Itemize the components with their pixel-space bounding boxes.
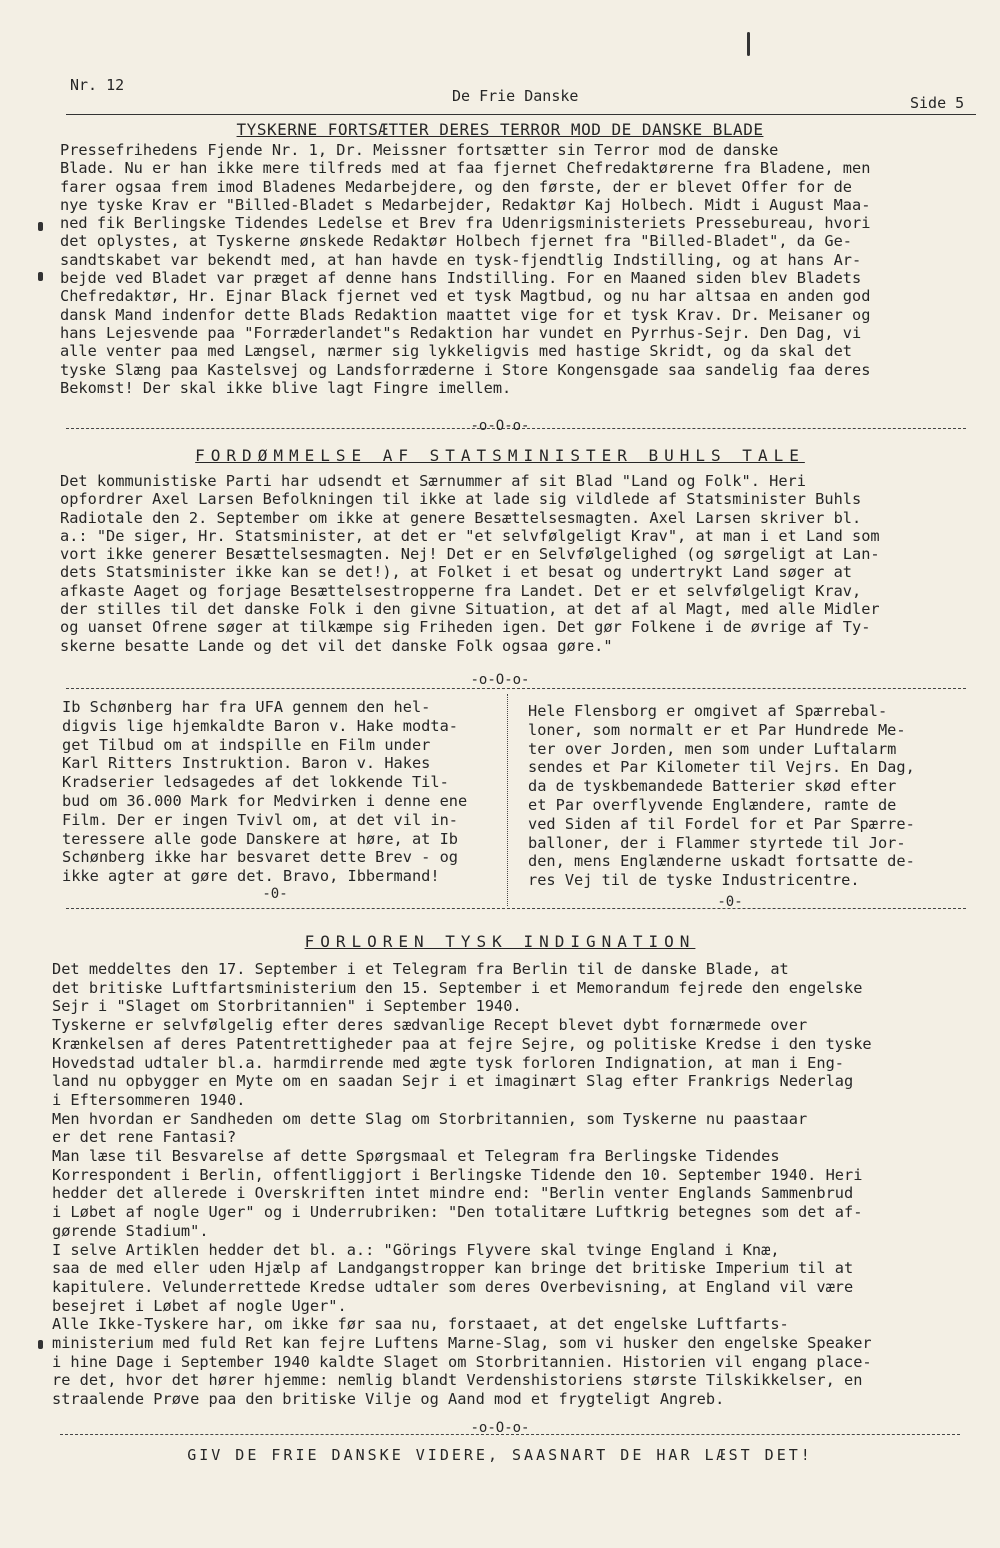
article2-divider — [66, 688, 966, 689]
margin-mark — [747, 32, 750, 56]
article3-separator: -o-O-o- — [470, 1420, 530, 1436]
article1-title: TYSKERNE FORTSÆTTER DERES TERROR MOD DE DANSKE BLADE — [236, 120, 764, 139]
article1-body: Pressefrihedens Fjende Nr. 1, Dr. Meissner fortsætter sin Terror mod de danske Blade. Nu er han ikke mere tilfreds med at faa fjernet Chefredaktørerne fra Bladene, men farer ogsaa frem imod Bladenes Medarbejdere, og den første, der er blevet Offer for de nye tyske Krav er "Billed-Bladet s Medarbejder, Redaktør Kaj Holbech. Midt i August Maa- ned fik Berlingske Tidendes Ledelse et Brev fra Udenrigsministeriets Pressebureau, hvori det oplystes, at Tyskerne ønskede Redaktør Holbech fjernet fra "Billed-Bladet", da Ge- sandtskabet var bekendt med, at han havde en tysk-fjendtlig Indstilling, og at hans Ar- bejde ved Bladet var præget af denne hans Indstilling. For en Maaned siden blev Bladets Chefredaktør, Hr. Ejnar Black fjernet ved et tysk Magtbud, og nu har altsaa en anden god dansk Mand indenfor dette Blads Redaktion maattet vige for et tysk Krav. Dr. Meisaner og hans Lejesvende paa "Forræderlandet"s Redaktion har vundet en Pyrrhus-Sejr. Den Dag, vi alle venter paa med Længsel, nærmer sig lykkeligvis med hastige Skridt, og da skal det tyske Slæng paa Kastelsvej og Landsforræderne i Store Kongensgade saa sandelig faa deres Bekomst! Der skal ikke blive lagt Fingre imellem. — [60, 141, 871, 397]
margin-mark — [38, 1340, 43, 1349]
page-number: Side 5 — [910, 94, 965, 112]
header-rule — [66, 114, 976, 115]
column-divider — [507, 694, 508, 906]
paper-title: De Frie Danske — [452, 87, 579, 105]
footer-slogan: GIV DE FRIE DANSKE VIDERE, SAASNART DE HAR LÆST DET! — [187, 1446, 813, 1464]
columns-divider — [66, 908, 966, 909]
right-column-separator: -0- — [717, 894, 743, 910]
margin-mark — [38, 222, 43, 231]
margin-mark — [38, 272, 43, 281]
article2-body: Det kommunistiske Parti har udsendt et Særnummer af sit Blad "Land og Folk". Heri opfordrer Axel Larsen Befolkningen til ikke at lade sig vildlede af Statsminister Buhls Radiotale den 2. September om ikke at genere Besættelsesmagten. Axel Larsen skriver bl. a.: "De siger, Hr. Statsminister, at det er "et selvfølgeligt Krav", at man i et Land som vort ikke generer Besættelsesmagten. Nej! Det er en Selvfølgelighed (og sørgeligt at Lan- dets Statsminister ikke kan se det!), at Folket i et besat og undertrykt Land søger at afkaste Aaget og forjage Besættelsestropperne fra Landet. Det er et selvfølgeligt Krav, der stilles til det danske Folk i den givne Situation, at det af al Magt, med alle Midler og uanset Ofrene søger at tilkæmpe sig Friheden igen. Det gør Folkene i de øvrige af Ty- skerne besatte Lande og det vil det danske Folk ogsaa gøre." — [60, 472, 880, 655]
article3-body: Det meddeltes den 17. September i et Telegram fra Berlin til de danske Blade, at det britiske Luftfartsministerium den 15. September i et Memorandum fejrede den engelske Sejr i "Slaget om Storbritannien" i September 1940. Tyskerne er selvfølgelig efter deres sædvanlige Recept blevet dybt fornærmede over Krænkelsen af deres Patentrettigheder paa at fejre Sejre, og politiske Kredse i den tyske Hovedstad udtaler bl.a. harmdirrende med ægte tysk forloren Indignation, at man i Eng- land nu opbygger en Myte om en saadan Sejr i et imaginært Slag efter Frankrigs Nederlag i Eftersommeren 1940. Men hvordan er Sandheden om dette Slag om Storbritannien, som Tyskerne nu paastaar er det rene Fantasi? Man læse til Besvarelse af dette Spørgsmaal et Telegram fra Berlingske Tidendes Korrespondent i Berlin, offentliggjort i Berlingske Tidende den 10. September 1940. Heri hedder det allerede i Overskriften intet mindre end: "Berlin venter Englands Sammenbrud i Løbet af nogle Uger" og i Underrubriken: "Den totalitære Luftkrig betegnes som det af- gørende Stadium". I selve Artiklen hedder det bl. a.: "Görings Flyvere skal tvinge England i Knæ, saa de med eller uden Hjælp af Landgangstropper kan bringe det britiske Imperium til at kapitulere. Velunderrettede Kredse udtaler som deres Overbevisning, at England vil være besejret i Løbet af nogle Uger". Alle Ikke-Tyskere har, om ikke før saa nu, forstaaet, at det engelske Luftfarts- ministerium med fuld Ret kan fejre Luftens Marne-Slag, som vi husker den engelske Speaker i hine Dage i September 1940 kaldte Slaget om Storbritannien. Historien vil engang place- re det, hvor det hører hjemme: nemlig blandt Verdenshistoriens største Tilskikkelser, en straalende Prøve paa den britiske Vilje og Aand mod et frygteligt Angreb. — [52, 960, 872, 1409]
article2-separator: -o-O-o- — [470, 672, 530, 688]
issue-number: Nr. 12 — [70, 76, 125, 94]
left-column-separator: -0- — [262, 886, 288, 902]
article2-title: FORDØMMELSE AF STATSMINISTER BUHLS TALE — [195, 446, 805, 465]
article3-title: FORLOREN TYSK INDIGNATION — [304, 932, 696, 951]
right-column-body: Hele Flensborg er omgivet af Spærrebal- loner, som normalt er et Par Hundrede Me- ter over Jorden, men som under Luftalarm sendes et Par Kilometer til Vejrs. En Dag, da de tyskbemandede Batterier skød efter et Par overflyvende Englændere, ramte de ved Siden af til Fordel for et Par Spærre- balloner, der i Flammer styrtede til Jor- den, mens Englænderne uskadt fortsatte de- res Vej til de tyske Industricentre. — [528, 702, 915, 890]
article1-separator: -o-O-o- — [470, 418, 530, 434]
left-column-body: Ib Schønberg har fra UFA gennem den hel- digvis lige hjemkaldte Baron v. Hake modta- get Tilbud om at indspille en Film under Karl Ritters Instruktion. Baron v. Hakes Kradserier ledsagedes af det lokkende Til- bud om 36.000 Mark for Medvirken i denne ene Film. Der er ingen Tvivl om, at det vil in- teressere alle gode Danskere at høre, at Ib Schønberg ikke har besvaret dette Brev - og ikke agter at gøre det. Bravo, Ibbermand! — [62, 698, 468, 886]
